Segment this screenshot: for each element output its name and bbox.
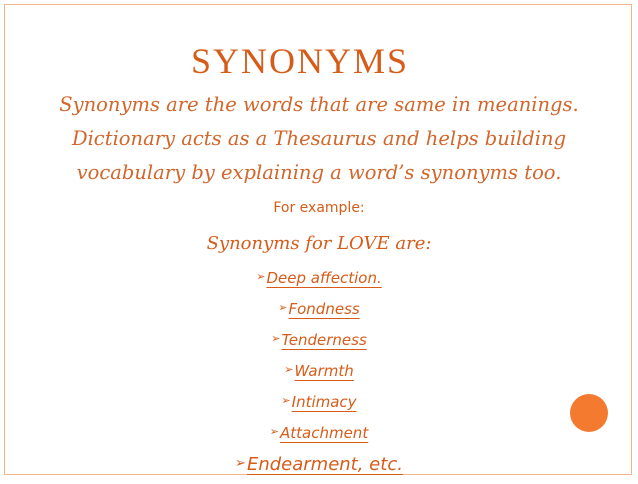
synonyms-heading: Synonyms for LOVE are: xyxy=(206,233,432,254)
intro-paragraph xyxy=(18,88,620,190)
synonym-list-item xyxy=(0,386,638,417)
synonym-list-item xyxy=(0,324,638,355)
intro-line: vocabulary by explaining a word’s synonyms too. xyxy=(76,161,562,184)
synonym-list-item xyxy=(0,262,638,293)
example-label: For example: xyxy=(273,200,365,216)
synonym-word: Intimacy xyxy=(291,393,357,411)
intro-line: Synonyms are the words that are same in meanings. xyxy=(59,93,579,116)
synonym-word: Warmth xyxy=(294,362,354,380)
synonym-list-item xyxy=(0,448,638,482)
synonym-list-item xyxy=(0,293,638,324)
synonym-word: Deep affection. xyxy=(266,269,382,287)
synonym-list-item xyxy=(0,355,638,386)
arrow-bullet-icon: ➢ xyxy=(256,270,266,283)
synonym-word: Fondness xyxy=(288,300,360,318)
arrow-bullet-icon: ➢ xyxy=(269,425,279,438)
synonym-word: Attachment xyxy=(280,424,369,442)
arrow-bullet-icon: ➢ xyxy=(278,301,288,314)
synonym-list xyxy=(0,262,638,482)
synonym-list-item xyxy=(0,417,638,448)
synonym-word: Endearment, etc. xyxy=(246,454,403,475)
arrow-bullet-icon: ➢ xyxy=(281,394,291,407)
slide-title: SYNONYMS xyxy=(190,41,410,81)
arrow-bullet-icon: ➢ xyxy=(284,363,294,376)
intro-line: Dictionary acts as a Thesaurus and helps building xyxy=(71,127,567,150)
arrow-bullet-icon: ➢ xyxy=(235,456,246,471)
synonym-word: Tenderness xyxy=(281,331,367,349)
arrow-bullet-icon: ➢ xyxy=(271,332,281,345)
